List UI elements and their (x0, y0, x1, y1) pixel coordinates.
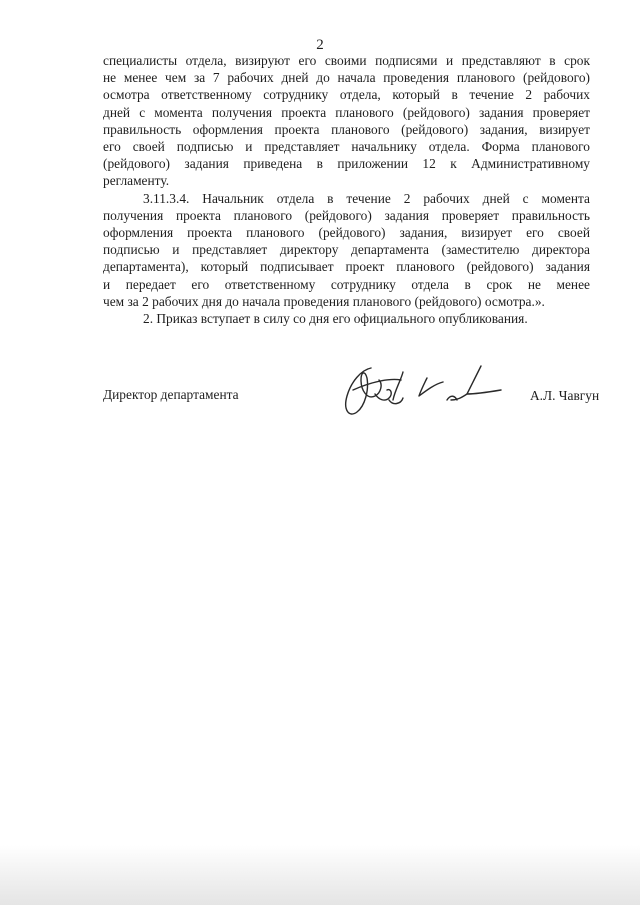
signer-title: Директор департамента (103, 387, 239, 402)
text-line: специалисты отдела, визируют его своими подписями и представляют в срок (103, 53, 590, 68)
signature-block (103, 372, 603, 432)
text-line: 2. Приказ вступает в силу со дня его официального опубликования. (143, 311, 528, 327)
paragraph-continuation (103, 52, 590, 190)
signer-name: А.Л. Чавгун (530, 388, 600, 403)
text-line: департамента), который подписывает проект планового (рейдового) задания (103, 259, 590, 275)
document-body (103, 52, 590, 327)
text-line: дней с момента получения проекта планового (рейдового) задания проверяет (103, 104, 590, 120)
text-line: 3.11.3.4. Начальник отдела в течение 2 рабочих дней с момента (143, 190, 590, 206)
text-line: (рейдового) задания приведена в приложении 12 к Административному (103, 156, 590, 172)
text-line: получения проекта планового (рейдового) задания проверяет правильность (103, 207, 590, 223)
text-line: и передает его ответственному сотруднику отдела в срок не менее (103, 276, 590, 292)
text-line: осмотра ответственному сотруднику отдела, который в течение 2 рабочих (103, 87, 590, 103)
page-number: 2 (316, 37, 324, 53)
text-line: оформления проекта планового (рейдового) задания, визирует его своей (103, 225, 590, 241)
text-line: правильность оформления проекта планового (рейдового) задания, визирует (103, 121, 590, 137)
paragraph-2 (103, 310, 590, 327)
text-line: чем за 2 рабочих дня до начала проведения планового (рейдового) осмотра.». (103, 293, 545, 309)
text-line: регламенту. (103, 173, 170, 189)
text-line: его своей подписью и представляет начальнику отдела. Форма планового (103, 139, 590, 155)
scan-shadow (0, 845, 640, 905)
handwritten-signature (331, 360, 521, 430)
text-line: не менее чем за 7 рабочих дней до начала проведения планового (рейдового) (103, 70, 590, 86)
text-line: подписью и представляет директору департамента (заместителю директора (103, 242, 590, 258)
paragraph-3-11-3-4 (103, 190, 590, 310)
